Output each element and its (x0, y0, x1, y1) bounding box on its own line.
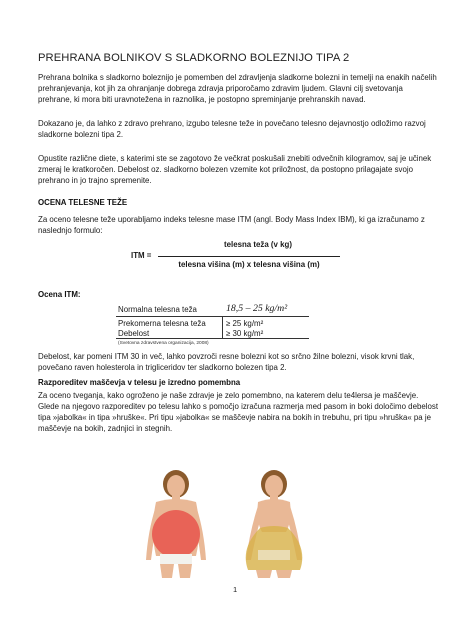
formula-lhs: ITM = (131, 251, 152, 260)
fat-distribution-paragraph: Za oceno tveganja, kako ogroženo je naše zdravje je zelo pomembno, na katerem delu te4lersa je maščevje. Glede na njegovo razporeditev po telesu lahko s pomočjo izračuna razmerja med pasom in boki določimo debelost tipa »jabolka« in tipa »hruške«. Pri tipu »jabolka« se maščevje nabira na bokih in trebuhu, pri tipu »hruška« pa je maščevje na bokih, zadnjici in stegnih. (38, 391, 439, 433)
bmi-intro-paragraph: Za oceno telesne teže uporabljamo indeks telesne mase ITM (angl. Body Mass Index IBM), ki ga izračunamo z naslednjo formulo: (38, 215, 425, 235)
formula-denominator: telesna višina (m) x telesna višina (m) (178, 260, 320, 269)
formula-fraction-bar (158, 256, 340, 257)
body-type-illustration (140, 470, 320, 578)
page-number: 1 (233, 585, 238, 594)
itm-heading: Ocena ITM: (38, 290, 81, 299)
section-heading-body-weight: OCENA TELESNE TEŽE (38, 198, 128, 207)
formula-numerator: telesna teža (v kg) (224, 240, 292, 249)
apple-figure-fat-overlay (152, 510, 200, 558)
itm-row-label: Normalna telesna teža (118, 305, 197, 314)
itm-table-column-divider (222, 316, 223, 338)
pear-figure-legs (256, 570, 292, 578)
itm-row-value: ≥ 30 kg/m² (226, 329, 264, 338)
evidence-paragraph: Dokazano je, da lahko z zdravo prehrano, izgubo telesne teže in povečano telesno dejavnostjo odložimo razvoj sladkorne bolezni tipa 2. (38, 119, 426, 139)
apple-figure-legs (160, 564, 192, 578)
itm-row-value: ≥ 25 kg/m² (226, 319, 264, 328)
itm-table-divider (116, 316, 309, 317)
itm-row-label: Prekomerna telesna teža (118, 319, 206, 328)
obesity-paragraph: Debelost, kar pomeni ITM 30 in več, lahko povzroči resne bolezni kot so srčno žilne bolezni, visok krvni tlak, povečano raven holesterola in trigliceridov ter sladkorno bolezen tipa 2. (38, 352, 415, 372)
apple-figure-head (167, 475, 185, 497)
pear-body-figure (246, 470, 303, 578)
apple-figure-underwear (160, 554, 192, 564)
diet-paragraph: Opustite različne diete, s katerimi ste se zagotovo že večkrat poskušali znebiti odvečnih kilogramov, saj je učinek zmeraj le kratkoročen. Debelost oz. sladkorno bolezen vzemite kot priložnost, da postopno prilagajate svojo prehrano in jo trajno spremenite. (38, 154, 432, 185)
itm-source-note: (Svetovna zdravstvena organizacija, 2008) (118, 341, 209, 346)
itm-table-divider (116, 338, 309, 339)
apple-body-figure (146, 470, 206, 578)
intro-paragraph: Prehrana bolnika s sladkorno boleznijo je pomemben del zdravljenja sladkorne bolezni in temelji na enakih načelih prehranjevanja, kot jih za ohranjanje dobrega zdravja priporočamo zdravim ljudem. Glavni cilj svetovanja prehrane, ki mora biti uravnotežena in raznolika, je postopno spreminjanje prehranskih navad. (38, 73, 437, 104)
fat-distribution-heading: Razporeditev maščevja v telesu je izredno pomembna (38, 378, 241, 387)
page-title: PREHRANA BOLNIKOV S SLADKORNO BOLEZNIJO TIPA 2 (38, 52, 350, 64)
itm-row-value: 18,5 – 25 kg/m² (226, 303, 288, 314)
pear-figure-underwear (258, 550, 290, 560)
pear-figure-head (265, 475, 283, 497)
itm-row-label: Debelost (118, 329, 150, 338)
